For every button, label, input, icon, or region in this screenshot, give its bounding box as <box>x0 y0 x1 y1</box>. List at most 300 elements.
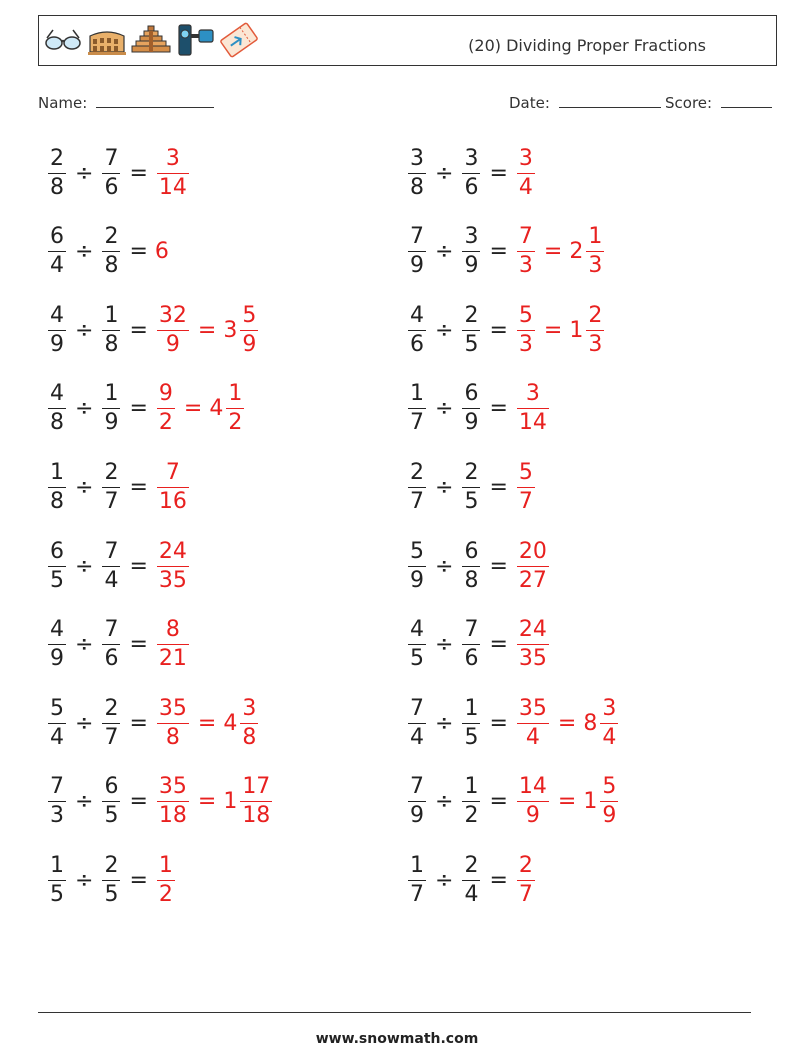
dividend-fraction-denominator: 5 <box>50 567 64 593</box>
dividend-fraction <box>408 695 426 750</box>
answer-fraction-bar <box>517 723 549 724</box>
divisor-fraction <box>102 776 120 827</box>
equals-sign: = <box>129 474 148 500</box>
answer-fraction-bar <box>517 487 535 488</box>
divisor-fraction-numerator: 7 <box>104 538 119 564</box>
problem-row <box>406 457 537 517</box>
divide-sign: ÷ <box>75 867 94 893</box>
answer-mixed-number <box>569 226 606 277</box>
divisor-fraction <box>462 538 480 593</box>
answer-fraction <box>157 538 189 593</box>
problem-row <box>406 772 620 832</box>
dividend-fraction-denominator: 9 <box>410 253 424 279</box>
equals-sign: = <box>129 710 148 736</box>
answer-fraction-numerator: 14 <box>518 774 547 800</box>
dividend-fraction-numerator: 7 <box>410 224 424 250</box>
problem-row <box>406 222 606 282</box>
answer-fraction-denominator: 3 <box>518 253 533 279</box>
answer-fraction-numerator: 5 <box>518 302 533 328</box>
problem-row <box>46 693 260 753</box>
divisor-fraction <box>102 619 120 670</box>
dividend-fraction-bar <box>408 566 426 567</box>
dividend-fraction-numerator: 3 <box>410 145 424 171</box>
answer-fraction-numerator: 20 <box>518 538 547 564</box>
dividend-fraction <box>48 852 66 907</box>
mixed-fraction <box>240 776 272 827</box>
mixed-fraction-bar <box>600 801 618 802</box>
dividend-fraction-numerator: 1 <box>50 459 64 485</box>
mixed-fraction-bar <box>240 330 258 331</box>
answer-fraction-bar <box>517 251 535 252</box>
mixed-whole: 4 <box>209 396 224 422</box>
answer-fraction <box>157 459 189 514</box>
divisor-fraction-bar <box>102 408 120 409</box>
answer-mixed-number <box>583 695 620 750</box>
answer-fraction-numerator: 35 <box>158 774 187 800</box>
answer-mixed-number <box>223 302 260 357</box>
dividend-fraction <box>48 695 66 750</box>
problem-row <box>406 693 620 753</box>
dividend-fraction-numerator: 4 <box>50 381 64 407</box>
dividend-fraction-numerator: 2 <box>50 145 64 171</box>
divisor-fraction-numerator: 6 <box>464 538 479 564</box>
divide-sign: ÷ <box>435 474 454 500</box>
answer-fraction <box>517 776 549 827</box>
answer-fraction-bar <box>157 723 189 724</box>
divisor-fraction-denominator: 4 <box>104 567 119 593</box>
problem-row <box>46 222 169 282</box>
divisor-fraction-denominator: 6 <box>464 646 479 672</box>
divisor-fraction-bar <box>462 251 480 252</box>
divide-sign: ÷ <box>75 160 94 186</box>
divisor-fraction <box>462 695 480 750</box>
mixed-whole: 1 <box>569 317 584 343</box>
answer-mixed-number <box>223 695 260 750</box>
equals-sign-mixed: = <box>557 710 577 736</box>
dividend-fraction-denominator: 4 <box>410 724 424 750</box>
equals-sign: = <box>129 553 148 579</box>
answer-fraction-denominator: 8 <box>165 724 180 750</box>
dividend-fraction-denominator: 7 <box>410 488 424 514</box>
answer-fraction-denominator: 2 <box>158 881 173 907</box>
answer-fraction-bar <box>157 566 189 567</box>
problem-row <box>406 143 537 203</box>
mixed-fraction <box>600 695 618 750</box>
divisor-fraction-numerator: 7 <box>104 617 119 643</box>
mixed-fraction-numerator: 5 <box>242 302 257 328</box>
equals-sign: = <box>489 160 508 186</box>
equals-sign: = <box>129 789 148 815</box>
divisor-fraction <box>462 776 480 827</box>
divide-sign: ÷ <box>75 317 94 343</box>
divisor-fraction <box>462 145 480 200</box>
divisor-fraction-bar <box>462 880 480 881</box>
problem-row <box>46 457 191 517</box>
dividend-fraction-numerator: 1 <box>410 381 424 407</box>
divisor-fraction-numerator: 2 <box>464 302 479 328</box>
mixed-whole: 1 <box>583 789 598 815</box>
problem-row <box>46 615 191 675</box>
answer-fraction-numerator: 8 <box>165 617 180 643</box>
divisor-fraction-bar <box>462 173 480 174</box>
answer-fraction <box>517 226 535 277</box>
answer-fraction-bar <box>517 566 549 567</box>
divisor-fraction-bar <box>102 880 120 881</box>
mixed-fraction <box>226 383 244 434</box>
answer-fraction-bar <box>157 487 189 488</box>
divide-sign: ÷ <box>435 789 454 815</box>
dividend-fraction-numerator: 5 <box>410 538 424 564</box>
divide-sign: ÷ <box>75 239 94 265</box>
divisor-fraction-denominator: 9 <box>464 410 479 436</box>
dividend-fraction-numerator: 6 <box>50 224 64 250</box>
dividend-fraction-bar <box>48 566 66 567</box>
answer-fraction <box>517 538 549 593</box>
divisor-fraction-bar <box>462 408 480 409</box>
equals-sign: = <box>489 867 508 893</box>
answer-fraction-numerator: 1 <box>158 852 173 878</box>
equals-sign-mixed: = <box>543 317 563 343</box>
dividend-fraction <box>408 302 426 357</box>
dividend-fraction <box>48 459 66 514</box>
name-label: Name: <box>38 94 88 112</box>
equals-sign: = <box>489 474 508 500</box>
dividend-fraction <box>408 619 426 670</box>
answer-fraction <box>517 619 549 670</box>
divide-sign: ÷ <box>435 553 454 579</box>
answer-fraction-bar <box>517 801 549 802</box>
answer-mixed-number <box>223 776 274 827</box>
mixed-fraction-numerator: 5 <box>602 774 617 800</box>
answer-fraction-denominator: 7 <box>518 488 533 514</box>
equals-sign: = <box>489 553 508 579</box>
answer-fraction-bar <box>157 801 189 802</box>
divisor-fraction-numerator: 3 <box>464 224 479 250</box>
answer-fraction-bar <box>517 644 549 645</box>
divisor-fraction-numerator: 6 <box>104 774 119 800</box>
divisor-fraction <box>462 619 480 670</box>
divisor-fraction-bar <box>462 566 480 567</box>
equals-sign: = <box>129 239 148 265</box>
divisor-fraction-bar <box>462 723 480 724</box>
dividend-fraction-numerator: 4 <box>50 302 64 328</box>
divisor-fraction-bar <box>102 487 120 488</box>
divide-sign: ÷ <box>75 396 94 422</box>
problem-row <box>406 615 551 675</box>
dividend-fraction-bar <box>48 330 66 331</box>
dividend-fraction-numerator: 5 <box>50 695 64 721</box>
dividend-fraction-bar <box>408 801 426 802</box>
divisor-fraction-numerator: 1 <box>464 774 479 800</box>
dividend-fraction <box>408 538 426 593</box>
dividend-fraction <box>408 145 426 200</box>
divisor-fraction-bar <box>102 251 120 252</box>
answer-fraction-denominator: 14 <box>518 410 547 436</box>
answer-fraction <box>157 383 175 434</box>
dividend-fraction-denominator: 3 <box>50 803 64 829</box>
problem-row <box>46 850 177 910</box>
dividend-fraction <box>48 226 66 277</box>
dividend-fraction-denominator: 9 <box>50 331 64 357</box>
answer-fraction-numerator: 9 <box>158 381 173 407</box>
divide-sign: ÷ <box>75 474 94 500</box>
answer-fraction <box>517 145 535 200</box>
dividend-fraction-numerator: 4 <box>410 617 424 643</box>
dividend-fraction-bar <box>48 251 66 252</box>
problem-row <box>46 772 274 832</box>
footer-url: www.snowmath.com <box>315 1031 479 1047</box>
mixed-whole: 1 <box>223 789 238 815</box>
answer-fraction <box>157 695 189 750</box>
divisor-fraction-bar <box>462 330 480 331</box>
answer-fraction-bar <box>157 644 189 645</box>
dividend-fraction-denominator: 4 <box>50 724 64 750</box>
score-label: Score: <box>665 94 713 112</box>
dividend-fraction-denominator: 5 <box>50 881 64 907</box>
divisor-fraction <box>102 383 120 434</box>
answer-fraction <box>517 302 535 357</box>
divisor-fraction-denominator: 5 <box>104 881 119 907</box>
answer-fraction <box>517 383 549 434</box>
equals-sign: = <box>129 632 148 658</box>
divide-sign: ÷ <box>435 710 454 736</box>
answer-fraction-numerator: 7 <box>518 224 533 250</box>
equals-sign: = <box>489 239 508 265</box>
mixed-fraction-numerator: 17 <box>242 774 271 800</box>
mixed-fraction-numerator: 1 <box>228 381 243 407</box>
answer-fraction-denominator: 9 <box>165 331 180 357</box>
answer-fraction <box>157 302 189 357</box>
problem-row <box>406 300 606 360</box>
dividend-fraction-denominator: 6 <box>410 331 424 357</box>
mixed-fraction-numerator: 3 <box>242 695 257 721</box>
mixed-fraction-denominator: 9 <box>242 331 257 357</box>
dividend-fraction-denominator: 4 <box>50 253 64 279</box>
divisor-fraction-denominator: 7 <box>104 488 119 514</box>
dividend-fraction-numerator: 4 <box>410 302 424 328</box>
dividend-fraction <box>408 459 426 514</box>
divisor-fraction-numerator: 3 <box>464 145 479 171</box>
equals-sign: = <box>489 396 508 422</box>
answer-fraction-denominator: 27 <box>518 567 547 593</box>
problem-row <box>406 379 551 439</box>
dividend-fraction-bar <box>408 173 426 174</box>
answer-fraction-denominator: 9 <box>525 803 540 829</box>
divisor-fraction-denominator: 5 <box>464 724 479 750</box>
divisor-fraction <box>102 852 120 907</box>
divisor-fraction-denominator: 9 <box>104 410 119 436</box>
answer-fraction-denominator: 2 <box>158 410 173 436</box>
answer-fraction-numerator: 3 <box>518 145 533 171</box>
equals-sign-mixed: = <box>197 710 217 736</box>
divisor-fraction-denominator: 5 <box>464 488 479 514</box>
dividend-fraction-numerator: 7 <box>410 695 424 721</box>
answer-fraction-bar <box>157 880 175 881</box>
divisor-fraction-numerator: 1 <box>464 695 479 721</box>
divisor-fraction <box>462 852 480 907</box>
dividend-fraction-denominator: 5 <box>410 646 424 672</box>
divisor-fraction-denominator: 5 <box>104 803 119 829</box>
problem-row <box>46 379 246 439</box>
divisor-fraction-numerator: 2 <box>104 224 119 250</box>
divisor-fraction <box>102 302 120 357</box>
answer-fraction <box>517 695 549 750</box>
answer-fraction-bar <box>157 330 189 331</box>
dividend-fraction-denominator: 7 <box>410 410 424 436</box>
mixed-whole: 8 <box>583 710 598 736</box>
divisor-fraction-denominator: 2 <box>464 803 479 829</box>
dividend-fraction <box>48 538 66 593</box>
divisor-fraction-bar <box>102 566 120 567</box>
dividend-fraction-bar <box>408 330 426 331</box>
dividend-fraction-denominator: 9 <box>410 567 424 593</box>
dividend-fraction <box>48 383 66 434</box>
divisor-fraction-numerator: 2 <box>464 852 479 878</box>
divisor-fraction <box>462 302 480 357</box>
answer-fraction-bar <box>157 408 175 409</box>
divide-sign: ÷ <box>435 160 454 186</box>
answer-fraction-denominator: 7 <box>518 881 533 907</box>
mixed-fraction-denominator: 2 <box>228 410 243 436</box>
mixed-fraction-denominator: 8 <box>242 724 257 750</box>
mixed-fraction-bar <box>586 251 604 252</box>
mixed-whole: 3 <box>223 317 238 343</box>
dividend-fraction <box>408 226 426 277</box>
mixed-fraction <box>600 776 618 827</box>
dividend-fraction <box>48 302 66 357</box>
mixed-fraction-denominator: 3 <box>588 331 603 357</box>
divisor-fraction-bar <box>462 644 480 645</box>
dividend-fraction <box>48 776 66 827</box>
dividend-fraction-denominator: 9 <box>410 803 424 829</box>
answer-mixed-number <box>209 383 246 434</box>
answer-fraction-denominator: 35 <box>158 567 187 593</box>
mixed-fraction-denominator: 18 <box>242 803 271 829</box>
mixed-fraction-denominator: 9 <box>602 803 617 829</box>
answer-fraction-denominator: 4 <box>525 724 540 750</box>
dividend-fraction <box>408 383 426 434</box>
divisor-fraction-numerator: 2 <box>104 695 119 721</box>
dividend-fraction-bar <box>48 173 66 174</box>
divisor-fraction-bar <box>462 487 480 488</box>
equals-sign-mixed: = <box>197 789 217 815</box>
divisor-fraction-numerator: 7 <box>104 145 119 171</box>
dividend-fraction-bar <box>48 408 66 409</box>
worksheet-title: (20) Dividing Proper Fractions <box>468 36 706 55</box>
equals-sign-mixed: = <box>183 396 203 422</box>
divisor-fraction <box>102 695 120 750</box>
divisor-fraction <box>102 538 120 593</box>
dividend-fraction-bar <box>48 880 66 881</box>
dividend-fraction <box>408 852 426 907</box>
dividend-fraction-bar <box>48 644 66 645</box>
divisor-fraction <box>102 459 120 514</box>
answer-fraction-numerator: 7 <box>165 459 180 485</box>
divisor-fraction-bar <box>462 801 480 802</box>
equals-sign: = <box>129 160 148 186</box>
problem-row <box>46 143 191 203</box>
dividend-fraction-numerator: 2 <box>410 459 424 485</box>
answer-fraction <box>517 852 535 907</box>
divisor-fraction-numerator: 1 <box>104 381 119 407</box>
mixed-whole: 4 <box>223 710 238 736</box>
answer-fraction-bar <box>517 880 535 881</box>
answer-fraction-numerator: 5 <box>518 459 533 485</box>
dividend-fraction-numerator: 1 <box>50 852 64 878</box>
dividend-fraction <box>48 619 66 670</box>
answer-fraction-denominator: 21 <box>158 646 187 672</box>
dividend-fraction-numerator: 7 <box>410 774 424 800</box>
divisor-fraction-numerator: 2 <box>104 852 119 878</box>
equals-sign: = <box>129 317 148 343</box>
equals-sign: = <box>489 710 508 736</box>
dividend-fraction-numerator: 1 <box>410 852 424 878</box>
problem-row <box>46 300 260 360</box>
equals-sign-mixed: = <box>543 239 563 265</box>
answer-mixed-number <box>583 776 620 827</box>
divisor-fraction <box>462 459 480 514</box>
problem-row <box>406 536 551 596</box>
divisor-fraction-bar <box>102 801 120 802</box>
dividend-fraction-numerator: 7 <box>50 774 64 800</box>
divisor-fraction-numerator: 7 <box>464 617 479 643</box>
answer-fraction-numerator: 32 <box>158 302 187 328</box>
answer-fraction-denominator: 4 <box>518 174 533 200</box>
divisor-fraction-denominator: 8 <box>464 567 479 593</box>
divisor-fraction-denominator: 6 <box>464 174 479 200</box>
answer-fraction-numerator: 35 <box>158 695 187 721</box>
divisor-fraction-denominator: 6 <box>104 174 119 200</box>
mixed-fraction-bar <box>240 723 258 724</box>
equals-sign: = <box>129 396 148 422</box>
divide-sign: ÷ <box>435 867 454 893</box>
dividend-fraction-bar <box>408 408 426 409</box>
divisor-fraction-bar <box>102 723 120 724</box>
dividend-fraction-denominator: 8 <box>50 488 64 514</box>
divide-sign: ÷ <box>75 553 94 579</box>
answer-fraction-bar <box>517 330 535 331</box>
answer-fraction-bar <box>517 173 535 174</box>
mixed-fraction <box>586 226 604 277</box>
problem-row <box>46 536 191 596</box>
date-label: Date: <box>509 94 550 112</box>
divisor-fraction-numerator: 2 <box>104 459 119 485</box>
divisor-fraction <box>462 226 480 277</box>
answer-fraction <box>157 619 189 670</box>
problem-row <box>406 850 537 910</box>
divisor-fraction-denominator: 7 <box>104 724 119 750</box>
divisor-fraction-denominator: 4 <box>464 881 479 907</box>
equals-sign-mixed: = <box>557 789 577 815</box>
dividend-fraction-denominator: 7 <box>410 881 424 907</box>
dividend-fraction-denominator: 9 <box>50 646 64 672</box>
divisor-fraction-numerator: 6 <box>464 381 479 407</box>
divisor-fraction-denominator: 8 <box>104 331 119 357</box>
dividend-fraction-denominator: 8 <box>50 174 64 200</box>
divisor-fraction <box>102 226 120 277</box>
divide-sign: ÷ <box>435 239 454 265</box>
divide-sign: ÷ <box>75 632 94 658</box>
dividend-fraction-bar <box>48 801 66 802</box>
equals-sign: = <box>489 632 508 658</box>
dividend-fraction-bar <box>48 487 66 488</box>
answer-fraction-denominator: 16 <box>158 488 187 514</box>
dividend-fraction <box>48 145 66 200</box>
divisor-fraction-bar <box>102 173 120 174</box>
divisor-fraction-numerator: 1 <box>104 302 119 328</box>
mixed-fraction-numerator: 1 <box>588 224 603 250</box>
answer-fraction-denominator: 35 <box>518 646 547 672</box>
